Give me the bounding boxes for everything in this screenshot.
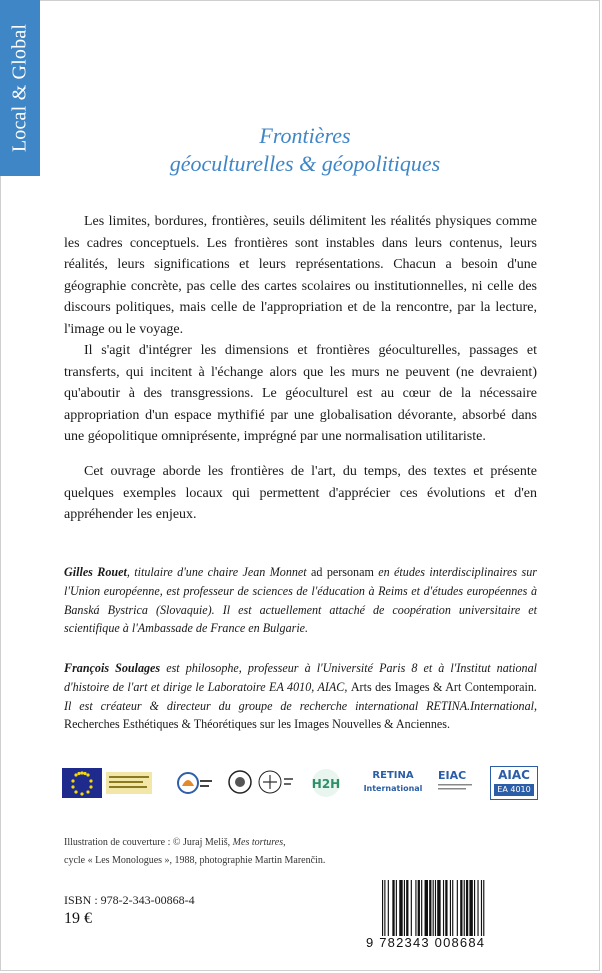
h2h-label: H2H [311,777,341,791]
retina-logo: RETINA International [363,770,423,793]
h2h-logo [304,766,348,800]
author-name: Gilles Rouet [64,565,127,579]
eiac-logo: EIAC [438,766,484,800]
barcode-number: 9 782343 008684 [366,935,486,950]
eu-flag-icon [62,766,154,800]
isbn-barcode [380,880,530,936]
isbn: ISBN : 978-2-343-00868-4 [64,893,195,907]
series-banner [0,0,40,176]
author-bio-rouet: Gilles Rouet, titulaire d'une chaire Jean Monnet ad personam en études interdisciplinaires sur l'Union européenne, est professeur de sciences de l'éducation à Reims et d'études européennes à Banská Bystrica (Slovaquie). Il est actuellement attaché de coopération universitaire et scientifique à l'Ambassade de France en Bulgarie. [64,565,537,636]
author-name: François Soulages [64,661,161,675]
price: 19 € [64,910,92,927]
book-title-line-2: géoculturelles & géopolitiques [169,151,441,176]
paris8-logo [228,766,294,800]
blurb-paragraph-1: Les limites, bordures, frontières, seuils délimitent les réalités physiques comme les cadres conceptuels. Les frontières sont instables dans leurs contenus, leurs réalités, leurs significations et leurs représentations. Chacun a besoin d'une géographie concrète, pas celle des cartes scolaires ou institutionnelles, ni celle des discours politiques, mais celle de l'appropriation et de la rencontre, par la lecture, l'image ou le voyage. [64,214,537,337]
aiac-logo: AIAC EA 4010 [490,766,538,800]
series-name: Local & Global [8,23,31,153]
blurb-paragraph-3: Cet ouvrage aborde les frontières de l'art, du temps, des textes et présente quelques exemples locaux qui permettent d'apprécier ces évolutions et d'en appréhender les enjeux. [64,464,537,523]
eiac-subtext-icon [438,782,478,792]
book-title-line-1: Frontières [259,123,351,148]
university-logo [174,766,214,800]
author-bio-soulages: François Soulages est philosophe, professeur à l'Université Paris 8 et à l'Institut national d'histoire de l'art et dirige le Laboratoire EA 4010, AIAC, Arts des Images & Art Contemporain. Il est créateur & directeur du groupe de recherche international RETINA.International, Recherches Esthétiques & Théorétiques sur les Images Nouvelles & Anciennes. [64,661,538,732]
seal-emblem-icon [228,766,294,800]
partner-logos [62,766,540,802]
eu-program-logo [62,766,154,800]
h2h-emblem-icon [304,766,348,800]
blurb-paragraph-2: Il s'agit d'intégrer les dimensions et frontières géoculturelles, passages et transferts, qui incitent à l'échange alors que les murs ne peuvent (ne devraient) qu'aboutir à des transgressions. Le géoculturel est au cœur de la nécessaire appropriation d'un espace mythifié par une globalisation dévorante, absorbé dans une géopolitique omniprésente, imprégné par une normalisation utilitariste. [64,343,537,445]
cover-credit: Illustration de couverture : © Juraj Meliš, Mes tortures, cycle « Les Monologues », 1988, photographie Martin Marenčin. [64,837,326,866]
university-emblem-icon [174,766,214,800]
